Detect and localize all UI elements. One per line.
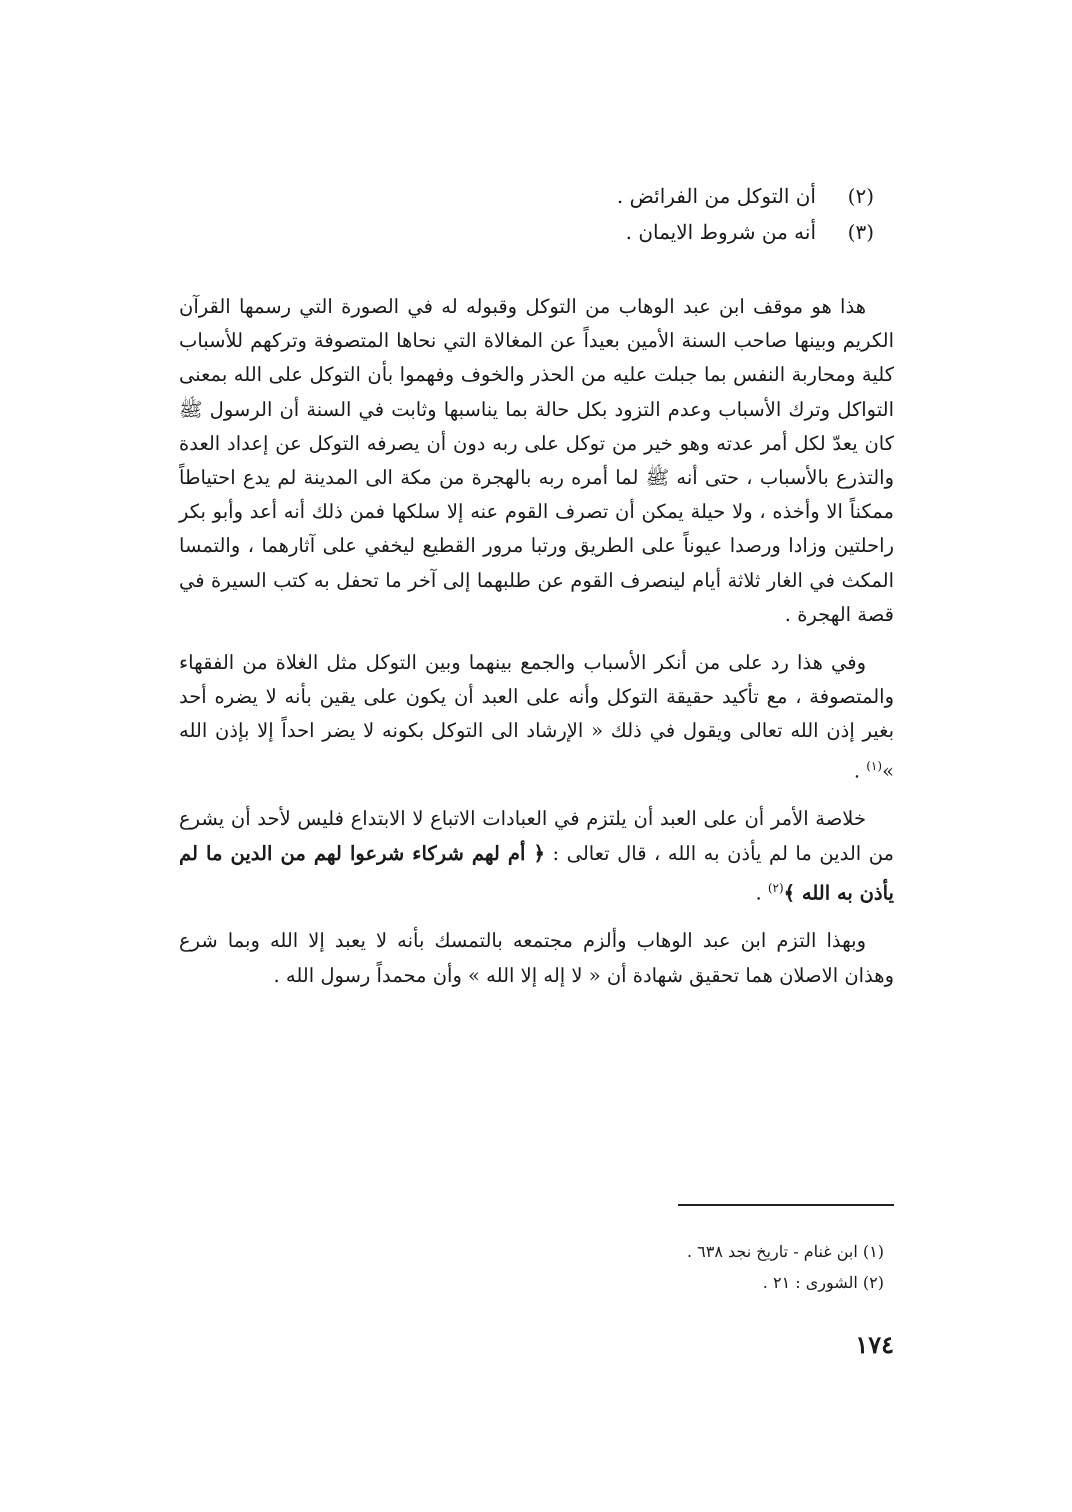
list-item-number: (٣): [847, 220, 874, 244]
paragraph-4: [179, 924, 894, 992]
footnote-2: (٢) الشورى : ٢١ .: [762, 1273, 884, 1292]
paragraph-1-text: هذا هو موقف ابن عبد الوهاب من التوكل وقبوله له في الصورة التي رسمها القرآن الكريم وبينها صاحب السنة الأمين بعيداً عن المغالاة التي نحاها المتصوفة وتركهم للأسباب كلية ومحاربة النفس بما جبلت عليه من الحذر والخوف وفهموا بأن التوكل على الله بمعنى التواكل وترك الأسباب وعدم التزود بكل حالة بما يناسبها وثابت في السنة أن الرسول ﷺ كان يعدّ لكل أمر عدته وهو خير من توكل على ربه دون أن يصرفه التوكل عن إعداد العدة والتذرع بالأسباب ، حتى أنه ﷺ لما أمره ربه بالهجرة من مكة الى المدينة لم يدع احتياطاً ممكناً الا وأخذه ، ولا حيلة يمكن أن تصرف القوم عنه إلا سلكها فمن ذلك أنه أعد وأبو بكر راحلتين وزادا ورصدا عيوناً على الطريق ورتبا مرور القطيع ليخفي على آثارهما ، والتمسا المكث في الغار ثلاثة أيام لينصرف القوم عن طلبهما إلى آخر ما تحفل به كتب السيرة في قصة الهجرة .: [179, 295, 894, 626]
footnote-ref-2: (٢): [767, 880, 784, 895]
paragraph-3-end: .: [755, 881, 768, 905]
numbered-list: [374, 178, 874, 250]
paragraph-4-text: وبهذا التزم ابن عبد الوهاب وألزم مجتمعه بالتمسك بأنه لا يعبد إلا الله وبما شرع وهذان الاصلان هما تحقيق شهادة أن « لا إله إلا الله » وأن محمداً رسول الله .: [179, 929, 894, 987]
list-item: [374, 178, 874, 214]
quran-quote: ﴿ أم لهم شركاء شرعوا لهم من الدين ما لم يأذن به الله ﴾: [179, 841, 894, 905]
footnotes: [464, 1236, 884, 1298]
list-item: [374, 214, 874, 250]
list-item-number: (٢): [847, 184, 874, 208]
footnote-1: (١) ابن غنام - تاريخ نجد ٦٣٨ .: [686, 1242, 884, 1261]
footnote-ref-1: (١): [866, 758, 883, 773]
paragraph-2-end: .: [853, 759, 867, 783]
paragraph-3: [179, 802, 894, 910]
page-number: ١٧٤: [855, 1330, 894, 1359]
paragraph-1: [179, 290, 894, 632]
paragraph-2: [179, 646, 894, 788]
paragraph-2-text: وفي هذا رد على من أنكر الأسباب والجمع بينهما وبين التوكل مثل الغلاة من الفقهاء والمتصوفة ، مع تأكيد حقيقة التوكل وأنه على العبد أن يكون على يقين بأنه لا يضره أحد بغير إذن الله تعالى ويقول في ذلك « الإرشاد الى التوكل بكونه لا يضر احداً إلا بإذن الله »: [179, 651, 894, 783]
body-text: [179, 290, 894, 1007]
paragraph-3-text: خلاصة الأمر أن على العبد أن يلتزم في العبادات الاتباع لا الابتداع فليس لأحد أن يشرع من الدين ما لم يأذن به الله ، قال تعالى :: [179, 807, 895, 865]
footnote-divider: [678, 1204, 894, 1206]
list-item-text: أن التوكل من الفرائض .: [616, 184, 816, 208]
list-item-text: أنه من شروط الايمان .: [625, 220, 816, 244]
